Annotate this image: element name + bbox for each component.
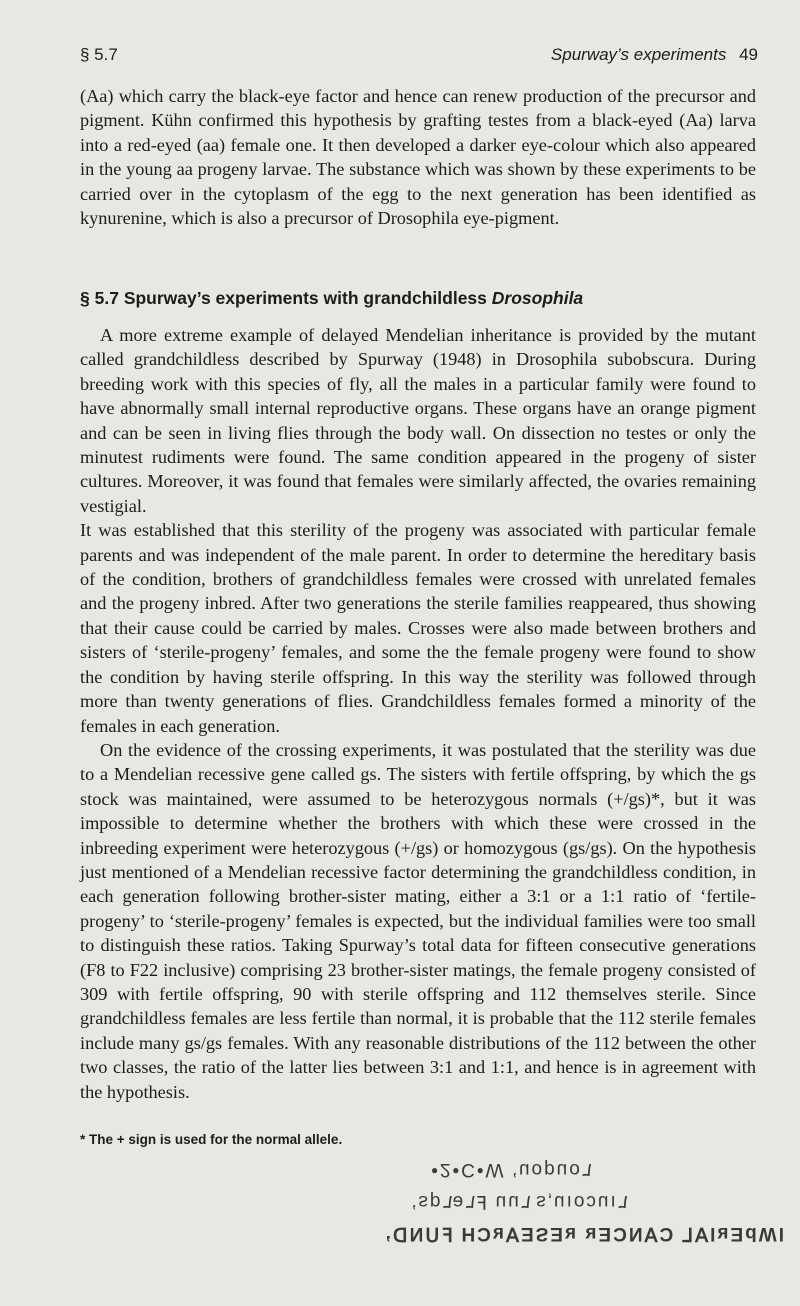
header-section-number: § 5.7 (80, 45, 118, 64)
paragraph: It was established that this sterility of the progeny was associated with particular female parents and was independent of the male parent. In order to determine the hereditary basis of the condition, brothers of grandchildless females were crossed with unrelated females and the progeny inbred. After two generations the sterile families reappeared, thus showing that their cause could be carried by males. Crosses were also made between brothers and sisters of ‘sterile-progeny’ females, and some the the female progeny were found to show the condition by having sterile offspring. In this way the sterility was followed through more than twenty generations of flies. Grandchildless females formed a minority of the females in each generation. (80, 520, 756, 736)
header-title: Spurway’s experiments (550, 45, 727, 64)
body-text-main (80, 323, 756, 1104)
footnote: * The + sign is used for the normal allele. (80, 1132, 343, 1147)
body-text-top (80, 84, 756, 230)
section-heading-italic: Drosophila (491, 288, 584, 308)
page-number: 49 (739, 45, 758, 64)
section-heading-number: § 5.7 (80, 288, 119, 308)
bleedthrough-line: ‘ᗡNՈℲ HƆᴚⱯƎSƎᴚ ᴚƎƆNⱯƆ ꞀⱯIᴚƎdWI (385, 1223, 786, 1244)
paragraph: (Aa) which carry the black-eye factor and hence can renew production of the precursor and pigment. Kühn confirmed this hypothesis by grafting testes from a black-eyed (Aa) larva into a red-eyed (aa) female one. It then developed a darker eye-colour which also appeared in the young aa progeny larvae. The substance which was shown by these experiments to be carried over in the cytoplasm of the egg to the next generation has been identified as kynurenine, which is also a precursor of Drosophila eye-pigment. (80, 86, 756, 229)
paragraph: A more extreme example of delayed Mendelian inheritance is provided by the mutant called grandchildless described by Spurway (1948) in Drosophila subobscura. During breeding work with this species of fly, all the males in a particular family were found to have abnormally small internal reproductive organs. These organs have an orange pigment and can be seen in living flies through the body wall. On dissection no testes or only the minutest rudiments were found. The same condition appeared in the progeny of sister cultures. Moreover, it was found that females were similarly affected, the ovaries remaining vestigial. (80, 325, 756, 516)
section-heading-text: Spurway’s experiments with grandchildless (123, 288, 487, 308)
running-header (80, 45, 758, 71)
header-right (551, 45, 758, 65)
bleedthrough-line: ‘sp٦ə٦Ⅎ uu٦ s‚uıoɔuı٦ (412, 1191, 628, 1212)
section-heading (80, 288, 756, 309)
bleedthrough-line: •2•C•W ‘uopuo٦ (431, 1159, 592, 1180)
paragraph: On the evidence of the crossing experiments, it was postulated that the sterility was due to a Mendelian recessive gene called gs. The sisters with fertile offspring, by which the gs stock was maintained, were assumed to be heterozygous normals (+/gs)*, but it was impossible to determine whether the brothers with which these were crossed in the inbreeding experiment were heterozygous (+/gs) or homozygous (gs/gs). On the hypothesis just mentioned of a Mendelian recessive factor determining the grandchildless condition, in each generation following brother-sister mating, either a 3:1 or a 1:1 ratio of ‘fertile-progeny’ to ‘sterile-progeny’ females is expected, but the individual families were too small to distinguish these ratios. Taking Spurway’s total data for fifteen consecutive generations (F8 to F22 inclusive) comprising 23 brother-sister matings, the female progeny consisted of 309 with fertile offspring, 90 with sterile offspring and 112 themselves sterile. Since grandchildless females are less fertile than normal, it is probable that the 112 sterile females include many gs/gs females. With any reasonable distributions of the 112 between the other two classes, the ratio of the latter lies between 3:1 and 1:1, and hence is in agreement with the hypothesis. (80, 739, 756, 1102)
